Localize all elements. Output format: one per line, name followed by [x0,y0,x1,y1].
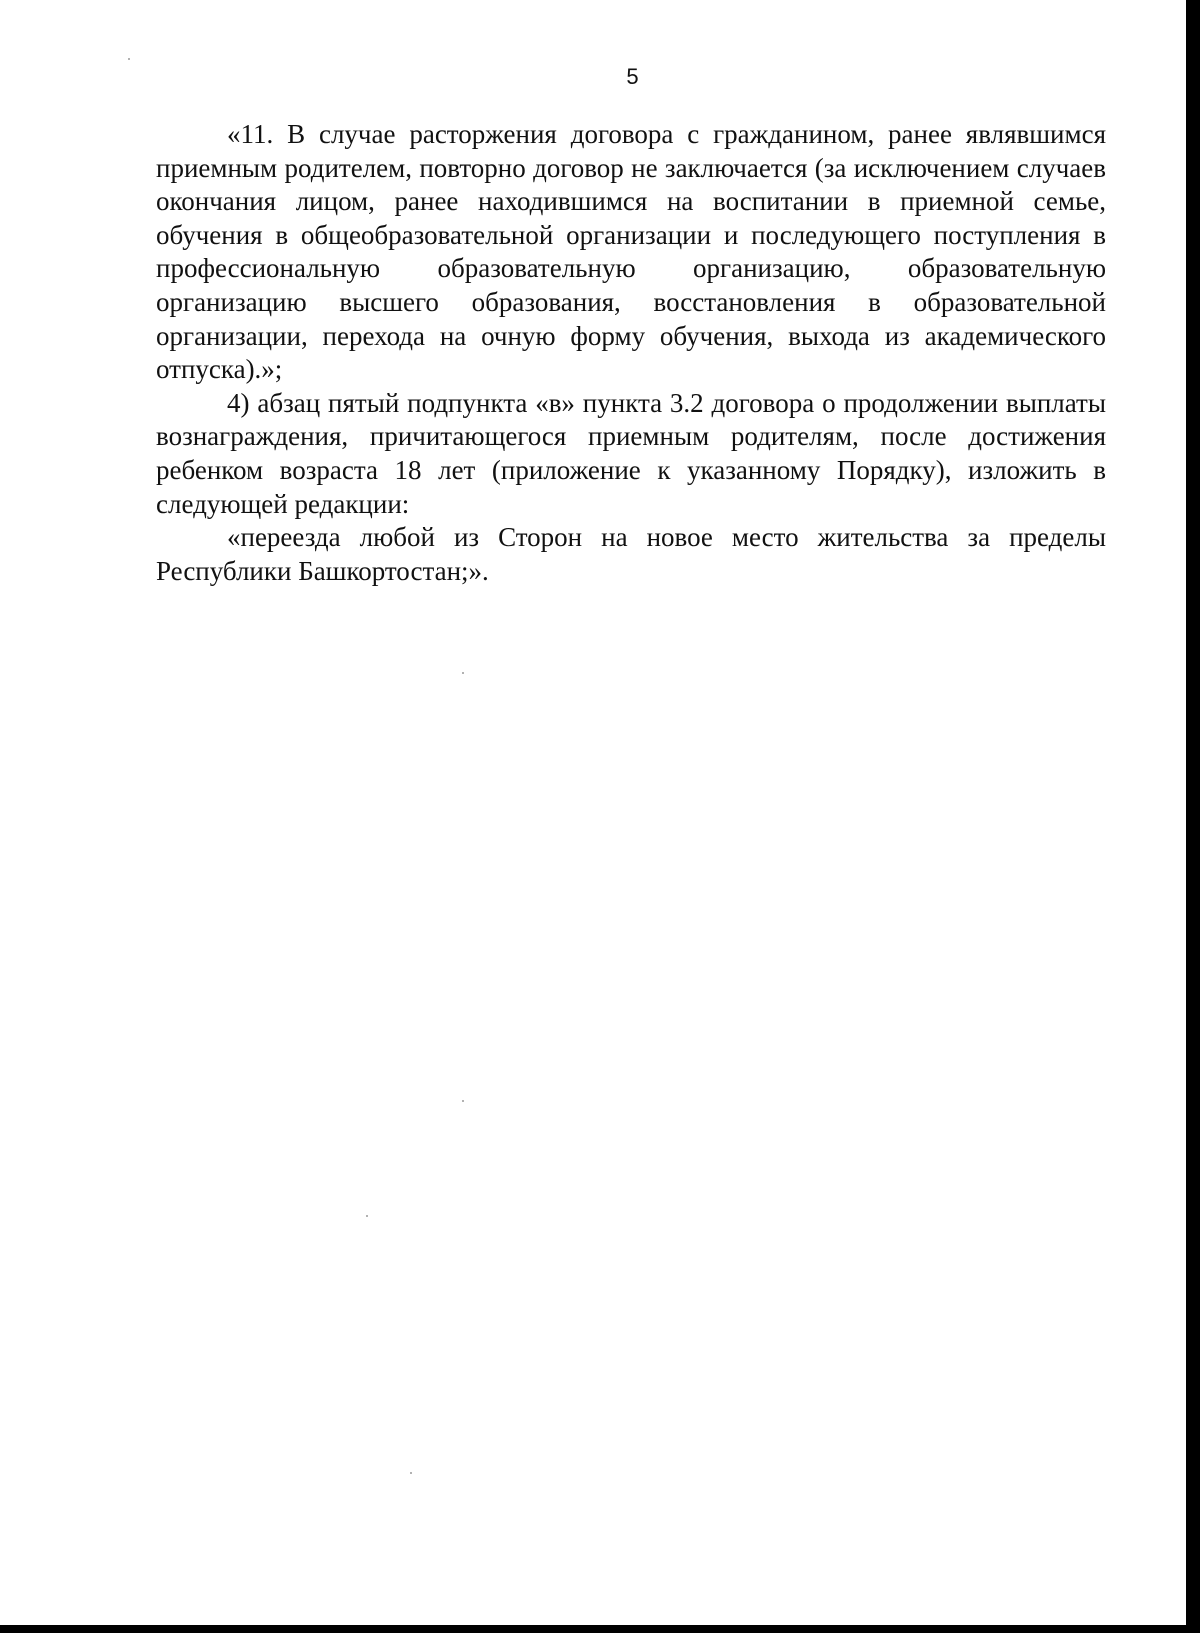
document-body [156,118,1106,588]
paragraph-clause-11: «11. В случае расторжения договора с гражданином, ранее являвшимся приемным родителем, повторно договор не заключается (за исключением случаев окончания лицом, ранее находившимся на воспитании в приемной семье, обучения в общеобразовательной организации и последующего поступления в профессиональную образовательную организацию, образовательную организацию высшего образования, восстановления в образовательной организации, перехода на очную форму обучения, выхода из академического отпуска).»; [156,119,1106,385]
scan-speck [462,1100,464,1102]
scan-speck [410,1472,412,1474]
scan-speck [128,58,130,60]
page-number: 5 [626,64,639,89]
scan-speck [366,1215,368,1217]
scan-speck [462,672,464,674]
paragraph-new-wording: «переезда любой из Сторон на новое место жительства за пределы Республики Башкортостан;». [156,522,1106,586]
paragraph-item-4: 4) абзац пятый подпункта «в» пункта 3.2 договора о продолжении выплаты вознаграждения, причитающегося приемным родителям, после достижения ребенком возраста 18 лет (приложение к указанному Порядку), изложить в следующей редакции: [156,387,1106,519]
